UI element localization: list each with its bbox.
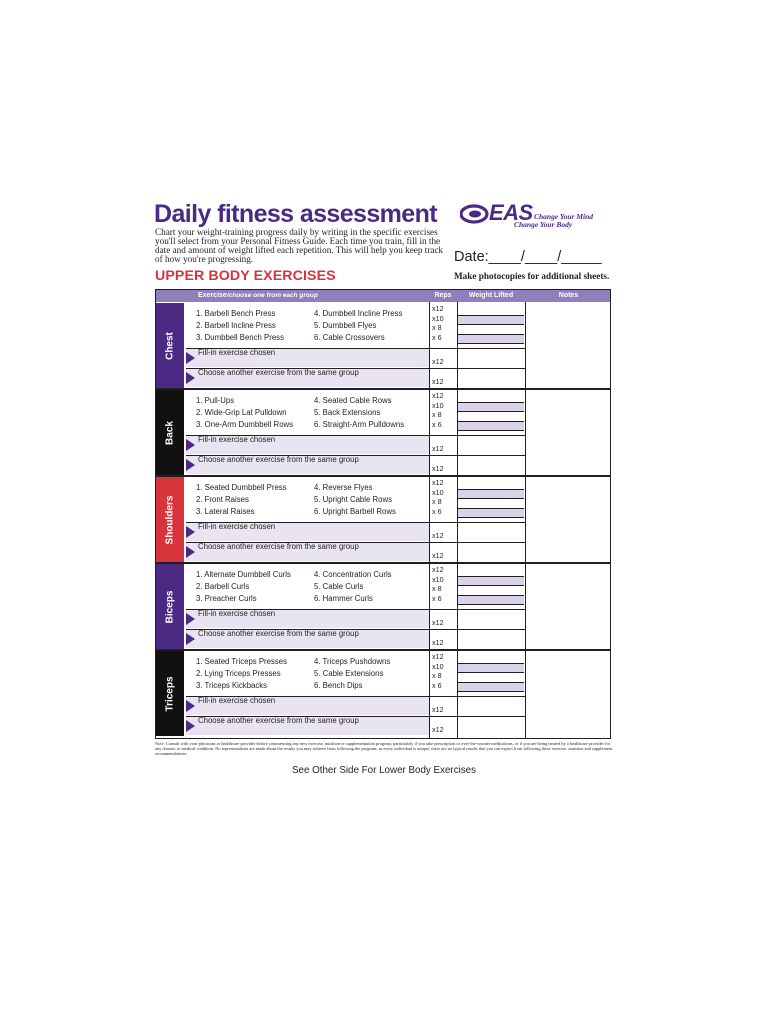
exercise-group [156,650,611,737]
exercise-group [156,476,611,563]
exercise-option: 6. Upright Barbell Rows [314,506,396,516]
exercise-option: 4. Concentration Curls [314,570,392,579]
another-exercise-row[interactable] [186,716,429,735]
logo-tagline-1: Change Your Mind [534,212,594,221]
weight-input[interactable] [458,437,524,454]
rep-label: x 6 [432,594,442,603]
fill-row-label: Fill-in exercise chosen [198,522,276,531]
another-exercise-row[interactable] [186,455,429,474]
fill-in-row[interactable] [186,609,429,628]
exercise-group [156,389,611,476]
weight-input[interactable] [458,392,524,402]
exercise-option: 2. Wide-Grip Lat Pulldown [196,407,287,417]
rep-label: x10 [432,401,444,410]
group-label [156,477,184,562]
exercise-option: 5. Cable Extensions [314,668,384,678]
arrow-right-icon [186,613,195,625]
rep-label: x12 [432,531,444,540]
rep-label: x 8 [432,323,442,332]
exercise-option: 6. Cable Crossovers [314,332,385,342]
exercise-option: 3. Triceps Kickbacks [196,680,268,690]
exercise-option: 4. Seated Cable Rows [314,396,392,405]
arrow-right-icon [186,459,195,471]
row-divider [429,455,525,456]
notes-input[interactable] [526,390,611,475]
weight-input[interactable] [458,350,524,367]
group-name: Triceps [164,675,176,712]
rep-label: x 8 [432,671,442,680]
arrow-right-icon [186,352,195,364]
exercise-option: 3. One-Arm Dumbbell Rows [196,419,294,429]
fill-in-row[interactable] [186,435,429,454]
exercise-option: 6. Bench Dips [314,680,363,690]
exercise-table [155,289,611,739]
notes-input[interactable] [526,564,611,649]
exercise-options [196,569,428,604]
exercise-option: 5. Cable Curls [314,581,364,591]
fill-row-label: Fill-in exercise chosen [198,609,276,618]
header-reps: Reps [429,290,457,302]
exercise-options [196,395,428,430]
weight-input[interactable] [458,421,524,431]
rep-label: x12 [432,444,444,453]
exercise-option: 1. Pull-Ups [196,396,235,405]
weight-input[interactable] [458,585,524,595]
fill-row-label: Choose another exercise from the same group [198,455,359,464]
arrow-right-icon [186,633,195,645]
row-divider [429,716,525,717]
another-exercise-row[interactable] [186,368,429,387]
rep-label: x 8 [432,497,442,506]
rep-label: x12 [432,478,444,487]
weight-input[interactable] [458,457,524,474]
group-name: Chest [164,331,176,360]
fill-row-label: Fill-in exercise chosen [198,348,276,357]
fill-row-label: Fill-in exercise chosen [198,435,276,444]
weight-input[interactable] [458,411,524,421]
rep-label: x10 [432,488,444,497]
exercise-option: 2. Lying Triceps Presses [196,668,281,678]
arrow-right-icon [186,526,195,538]
weight-input[interactable] [458,672,524,682]
arrow-right-icon [186,720,195,732]
weight-input[interactable] [458,334,524,344]
photocopy-note: Make photocopies for additional sheets. [454,271,610,281]
logo-wordmark: EAS [489,200,533,225]
group-label [156,651,184,736]
eas-swoosh-icon [460,204,490,224]
footnote: Note: Consult with your physician or healthcare provider before commencing any new exercise, nutrition or supplementation program, particularly if you take prescription or over-the-counter medications, or if you are being treated by a healthcare provider for any chronic or medical condition. No representations are made about the results you may achieve from following the program; as every individual is unique, there are no typical results that you can expect from following these exercise, nutrition and supplement recommendations. [155,741,613,757]
row-divider [429,348,525,349]
exercise-options [196,308,428,343]
exercise-option: 1. Barbell Bench Press [196,309,276,318]
rep-label: x12 [432,618,444,627]
see-other-side: See Other Side For Lower Body Exercises [291,765,477,776]
rep-label: x 8 [432,410,442,419]
rep-label: x 6 [432,420,442,429]
weight-input[interactable] [458,653,524,663]
weight-input[interactable] [458,698,524,715]
weight-input[interactable] [458,595,524,605]
rep-label: x12 [432,705,444,714]
notes-input[interactable] [526,477,611,562]
weight-input[interactable] [458,324,524,334]
exercise-option: 4. Reverse Flyes [314,483,373,492]
exercise-option: 6. Hammer Curls [314,593,373,603]
header-notes: Notes [525,290,611,302]
exercise-option: 3. Dumbbell Bench Press [196,332,284,342]
group-label [156,390,184,475]
exercise-option: 5. Back Extensions [314,407,381,417]
rep-label: x10 [432,662,444,671]
section-title: UPPER BODY EXERCISES [155,268,336,284]
exercise-option: 3. Preacher Curls [196,593,257,603]
fill-row-label: Choose another exercise from the same group [198,629,359,638]
date-field[interactable]: Date:____/____/_____ [454,249,602,265]
fill-row-label: Choose another exercise from the same group [198,542,359,551]
exercise-option: 1. Seated Dumbbell Press [196,483,287,492]
intro-text: Chart your weight-training progress daily by writing in the specific exercises you'll select from your Personal Fitness Guide. Each time you train, fill in the date and amount of weight lifted each repetition. This will help you keep track of how you're progressing. [155,227,444,265]
weight-input[interactable] [458,508,524,518]
group-label [156,303,184,388]
exercise-option: 1. Seated Triceps Presses [196,657,288,666]
weight-input[interactable] [458,566,524,576]
rep-label: x12 [432,638,444,647]
rep-label: x12 [432,725,444,734]
fill-in-row[interactable] [186,696,429,715]
fill-in-row[interactable] [186,522,429,541]
rep-label: x10 [432,575,444,584]
fill-row-label: Fill-in exercise chosen [198,696,276,705]
exercise-option: 3. Lateral Raises [196,506,255,516]
rep-label: x12 [432,464,444,473]
group-name: Back [164,420,176,445]
exercise-option: 5. Upright Cable Rows [314,494,393,504]
row-divider [429,609,525,610]
rep-label: x12 [432,565,444,574]
exercise-option: 2. Front Raises [196,494,249,504]
exercise-option: 4. Dumbbell Incline Press [314,309,403,318]
weight-input[interactable] [458,718,524,735]
weight-input[interactable] [458,524,524,541]
exercise-option: 5. Dumbbell Flyes [314,320,377,330]
rep-label: x12 [432,304,444,313]
notes-input[interactable] [526,651,611,736]
weight-input[interactable] [458,370,524,387]
rep-label: x 8 [432,584,442,593]
row-divider [429,696,525,697]
rep-label: x 6 [432,681,442,690]
weight-input[interactable] [458,305,524,315]
rep-label: x12 [432,551,444,560]
fill-row-label: Choose another exercise from the same group [198,716,359,725]
eas-logo [460,200,610,234]
another-exercise-row[interactable] [186,542,429,561]
row-divider [429,522,525,523]
arrow-right-icon [186,700,195,712]
rep-label: x12 [432,377,444,386]
rep-label: x12 [432,391,444,400]
weight-input[interactable] [458,479,524,489]
row-divider [429,542,525,543]
page-title: Daily fitness assessment [154,200,437,228]
fill-in-row[interactable] [186,348,429,367]
arrow-right-icon [186,546,195,558]
another-exercise-row[interactable] [186,629,429,648]
header-exercise: Exercise/choose one from each group [156,290,429,302]
exercise-option: 4. Triceps Pushdowns [314,657,391,666]
weight-input[interactable] [458,544,524,561]
row-divider [429,629,525,630]
exercise-option: 2. Barbell Incline Press [196,320,276,330]
weight-input[interactable] [458,498,524,508]
rep-label: x 6 [432,333,442,342]
arrow-right-icon [186,372,195,384]
weight-input[interactable] [458,611,524,628]
weight-input[interactable] [458,631,524,648]
fill-row-label: Choose another exercise from the same group [198,368,359,377]
header-weight: Weight Lifted [457,290,525,302]
row-divider [429,435,525,436]
rep-label: x12 [432,357,444,366]
exercise-option: 1. Alternate Dumbbell Curls [196,570,291,579]
rep-label: x10 [432,314,444,323]
exercise-options [196,656,428,691]
weight-input[interactable] [458,682,524,692]
exercise-options [196,482,428,517]
exercise-option: 6. Straight-Arm Pulldowns [314,419,405,429]
row-divider [429,368,525,369]
rep-label: x12 [432,652,444,661]
group-name: Biceps [164,590,176,623]
exercise-group [156,563,611,650]
notes-input[interactable] [526,303,611,388]
rep-label: x 6 [432,507,442,516]
logo-tagline-2: Change Your Body [514,220,573,229]
group-label [156,564,184,649]
exercise-option: 2. Barbell Curls [196,581,250,591]
arrow-right-icon [186,439,195,451]
group-name: Shoulders [164,495,176,544]
exercise-group [156,302,611,389]
